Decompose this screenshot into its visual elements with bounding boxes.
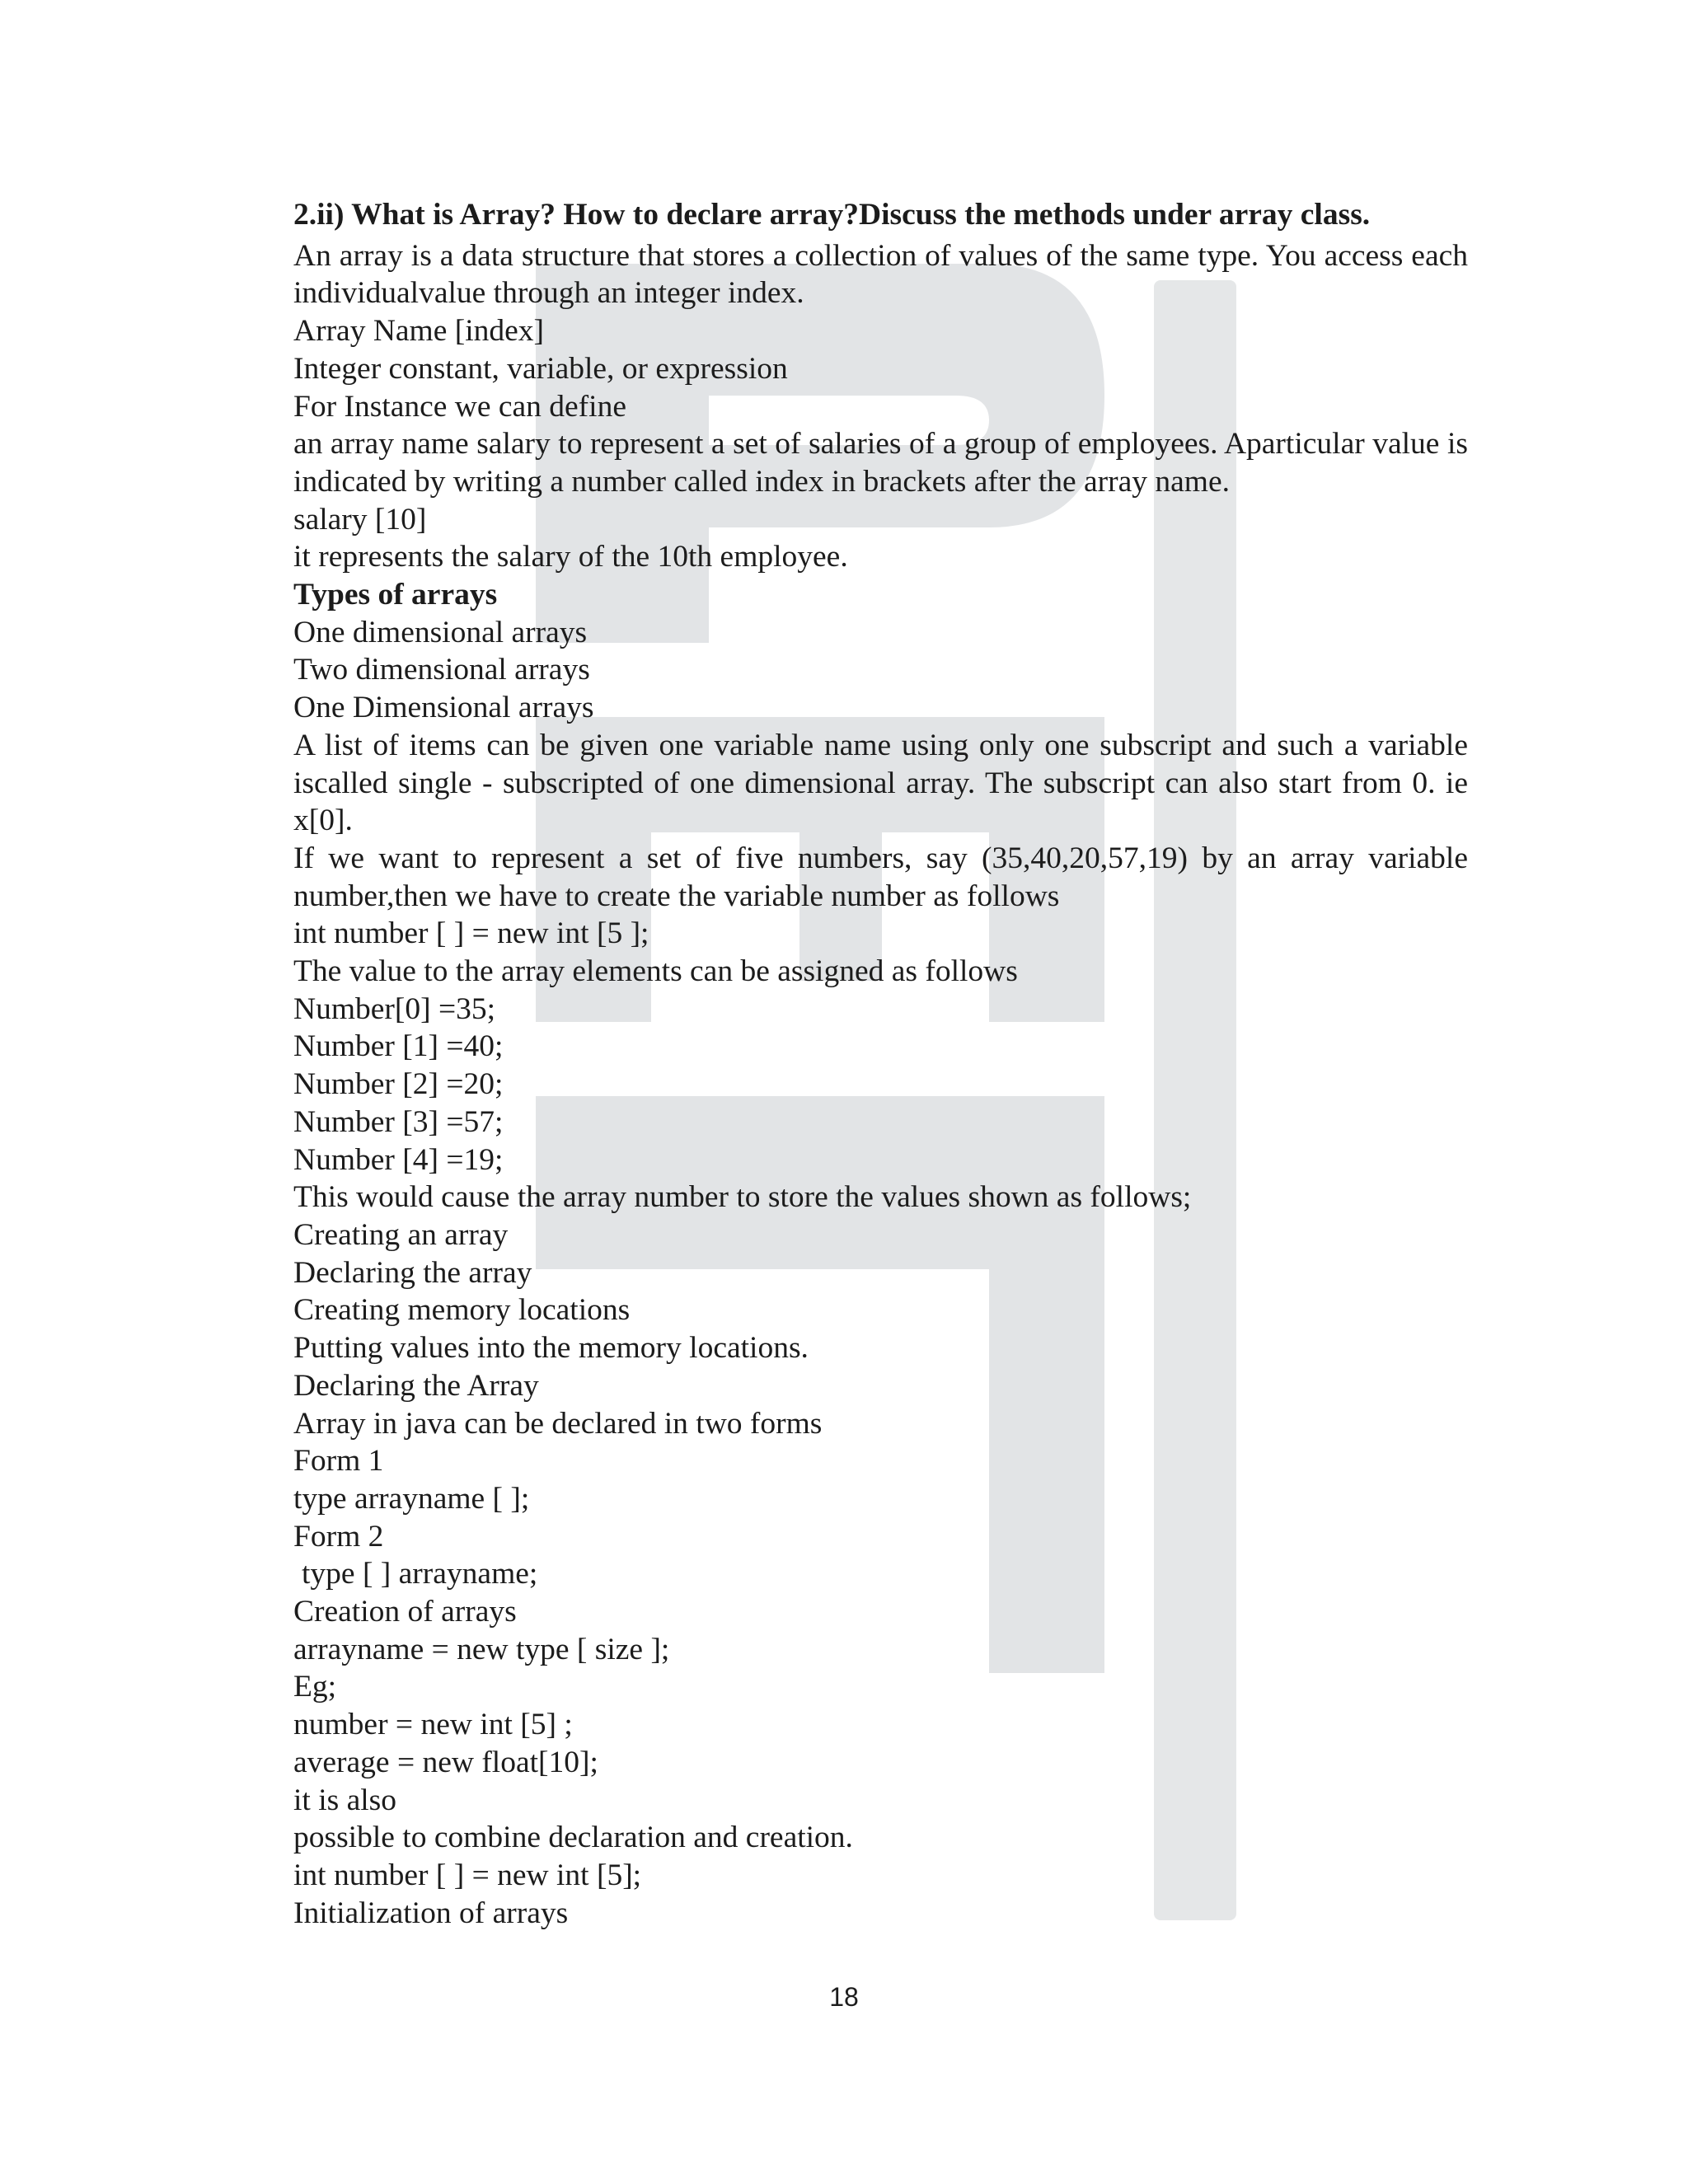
line-form-1: Form 1 — [293, 1444, 384, 1479]
line-array-name-index: Array Name [index] — [293, 314, 545, 349]
line-two-dimensional: Two dimensional arrays — [293, 653, 590, 687]
line-putting-values: Putting values into the memory locations. — [293, 1331, 809, 1366]
line-integer-constant: Integer constant, variable, or expression — [293, 351, 788, 386]
paragraph-list-of-items: A list of items can be given one variable name using only one subscript and such a variable iscalled single - subscripted of one dimensional array. The subscript can also start from 0. ie x[0]. — [293, 728, 1468, 838]
code-int-number-combined: int number [ ] = new int [5]; — [293, 1858, 642, 1892]
line-value-assigned: The value to the array elements can be assigned as follows — [293, 954, 1018, 989]
line-declaring-the-array-heading: Declaring the Array — [293, 1368, 539, 1403]
line-store-values: This would cause the array number to store the values shown as follows; — [293, 1180, 1192, 1215]
subheading-types-of-arrays: Types of arrays — [293, 578, 498, 612]
line-eg: Eg; — [293, 1670, 337, 1704]
code-form-1: type arrayname [ ]; — [293, 1481, 530, 1516]
code-average-new-float: average = new float[10]; — [293, 1745, 598, 1779]
line-two-forms: Array in java can be declared in two forms — [293, 1406, 823, 1441]
paragraph-salary-array: an array name salary to represent a set of salaries of a group of employees. Aparticular value is indicated by writing a number called index in brackets after the array name. — [293, 427, 1468, 499]
paragraph-five-numbers: If we want to represent a set of five numbers, say (35,40,20,57,19) by an array variable number,then we have to create the variable number as follows — [293, 841, 1468, 913]
question-heading: 2.ii) What is Array? How to declare array?Discuss the methods under array class. — [293, 198, 1371, 232]
code-int-number-new: int number [ ] = new int [5 ]; — [293, 916, 649, 951]
code-number-2: Number [2] =20; — [293, 1067, 504, 1102]
code-number-new-int: number = new int [5] ; — [293, 1708, 573, 1742]
line-salary-10: salary [10] — [293, 502, 427, 537]
line-for-instance: For Instance we can define — [293, 389, 626, 424]
line-one-dimensional: One dimensional arrays — [293, 615, 588, 649]
code-arrayname-new-type: arrayname = new type [ size ]; — [293, 1632, 670, 1666]
document-body — [293, 196, 1468, 1932]
line-creating-memory-locations: Creating memory locations — [293, 1293, 631, 1328]
line-initialization-of-arrays: Initialization of arrays — [293, 1896, 569, 1930]
line-one-dimensional-heading: One Dimensional arrays — [293, 691, 594, 725]
code-number-4: Number [4] =19; — [293, 1142, 504, 1177]
line-salary-10th-employee: it represents the salary of the 10th employee. — [293, 540, 848, 574]
code-number-0: Number[0] =35; — [293, 991, 496, 1026]
paragraph-array-definition: An array is a data structure that stores a collection of values of the same type. You access each individualvalue through an integer index. — [293, 238, 1468, 311]
line-combine-declaration: possible to combine declaration and creation. — [293, 1821, 853, 1855]
line-form-2: Form 2 — [293, 1519, 384, 1554]
line-declaring-the-array: Declaring the array — [293, 1255, 532, 1290]
line-it-is-also: it is also — [293, 1783, 397, 1817]
line-creation-of-arrays: Creation of arrays — [293, 1595, 517, 1629]
code-form-2: type [ ] arrayname; — [302, 1557, 538, 1591]
line-creating-an-array: Creating an array — [293, 1217, 509, 1252]
code-number-3: Number [3] =57; — [293, 1104, 504, 1139]
code-number-1: Number [1] =40; — [293, 1029, 504, 1064]
page-number: 18 — [829, 1982, 859, 2012]
